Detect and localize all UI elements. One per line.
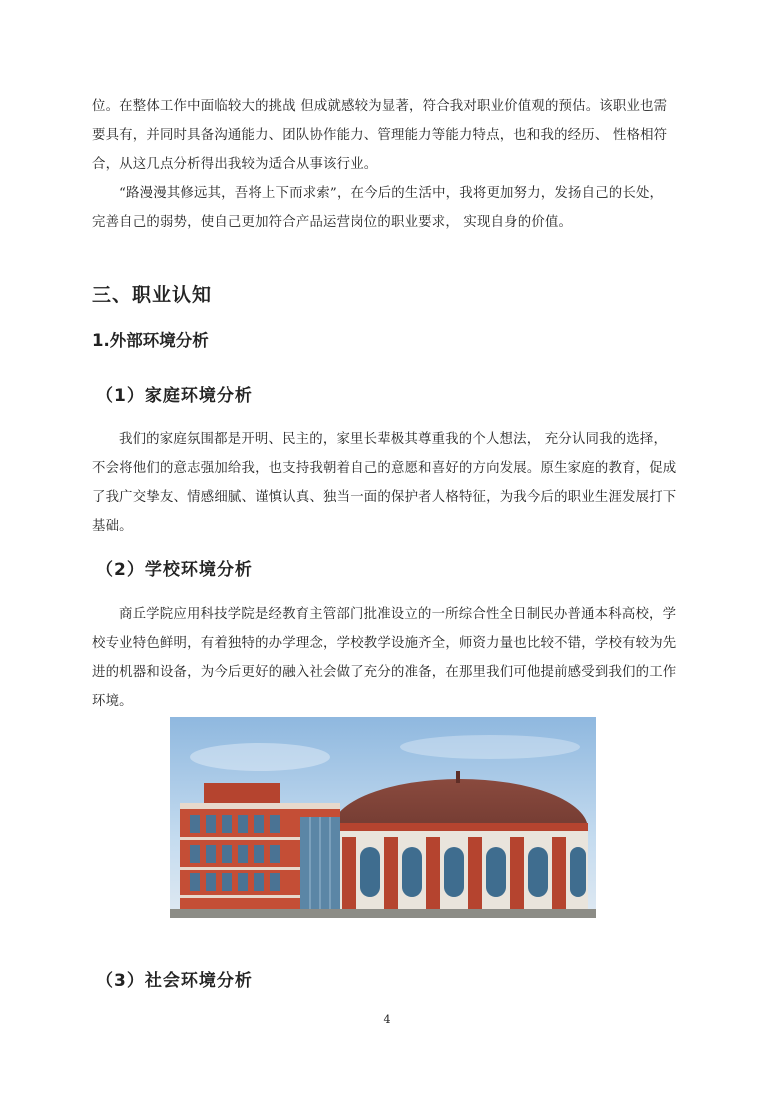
section-heading-career-cognition: 三、职业认知 [92, 284, 213, 306]
family-line: 不会将他们的意志强加给我，也支持我朝着自己的意愿和喜好的方向发展。原生家庭的教育，促成 [92, 461, 677, 476]
family-paragraph [92, 425, 692, 541]
school-line: 环境。 [92, 694, 133, 709]
intro-line: 要具有，并同时具备沟通能力、团队协作能力、管理能力等能力特点，也和我的经历、 性格相符 [92, 128, 668, 143]
intro-line: 位。在整体工作中面临较大的挑战 但成就感较为显著，符合我对职业价值观的预估。该职业也需 [92, 99, 668, 114]
school-paragraph [92, 600, 692, 716]
heading-family-environment: （1）家庭环境分析 [96, 386, 253, 406]
intro-paragraph [92, 92, 692, 237]
intro-line: “路漫漫其修远其，吾将上下而求索”，在今后的生活中，我将更加努力，发扬自己的长处， [119, 186, 664, 201]
heading-school-environment: （2）学校环境分析 [96, 560, 253, 580]
page-number: 4 [383, 1013, 391, 1026]
family-line: 基础。 [92, 519, 133, 534]
school-line: 校专业特色鲜明，有着独特的办学理念，学校教学设施齐全，师资力量也比较不错，学校有较为先 [92, 636, 677, 651]
school-line: 进的机器和设备，为今后更好的融入社会做了充分的准备，在那里我们可他提前感受到我们的工作 [92, 665, 677, 680]
heading-society-environment: （3）社会环境分析 [96, 971, 253, 991]
family-line: 了我广交挚友、情感细腻、谨慎认真、独当一面的保护者人格特征，为我今后的职业生涯发展打下 [92, 490, 677, 505]
subsection-heading-external-environment: 1.外部环境分析 [92, 331, 209, 350]
campus-building-photo [170, 717, 596, 918]
intro-line: 完善自己的弱势，使自己更加符合产品运营岗位的职业要求， 实现自身的价值。 [92, 215, 573, 230]
family-line: 我们的家庭氛围都是开明、民主的，家里长辈极其尊重我的个人想法， 充分认同我的选择， [119, 432, 668, 447]
intro-line: 合，从这几点分析得出我较为适合从事该行业。 [92, 157, 378, 172]
school-line: 商丘学院应用科技学院是经教育主管部门批准设立的一所综合性全日制民办普通本科高校，学 [119, 607, 677, 622]
